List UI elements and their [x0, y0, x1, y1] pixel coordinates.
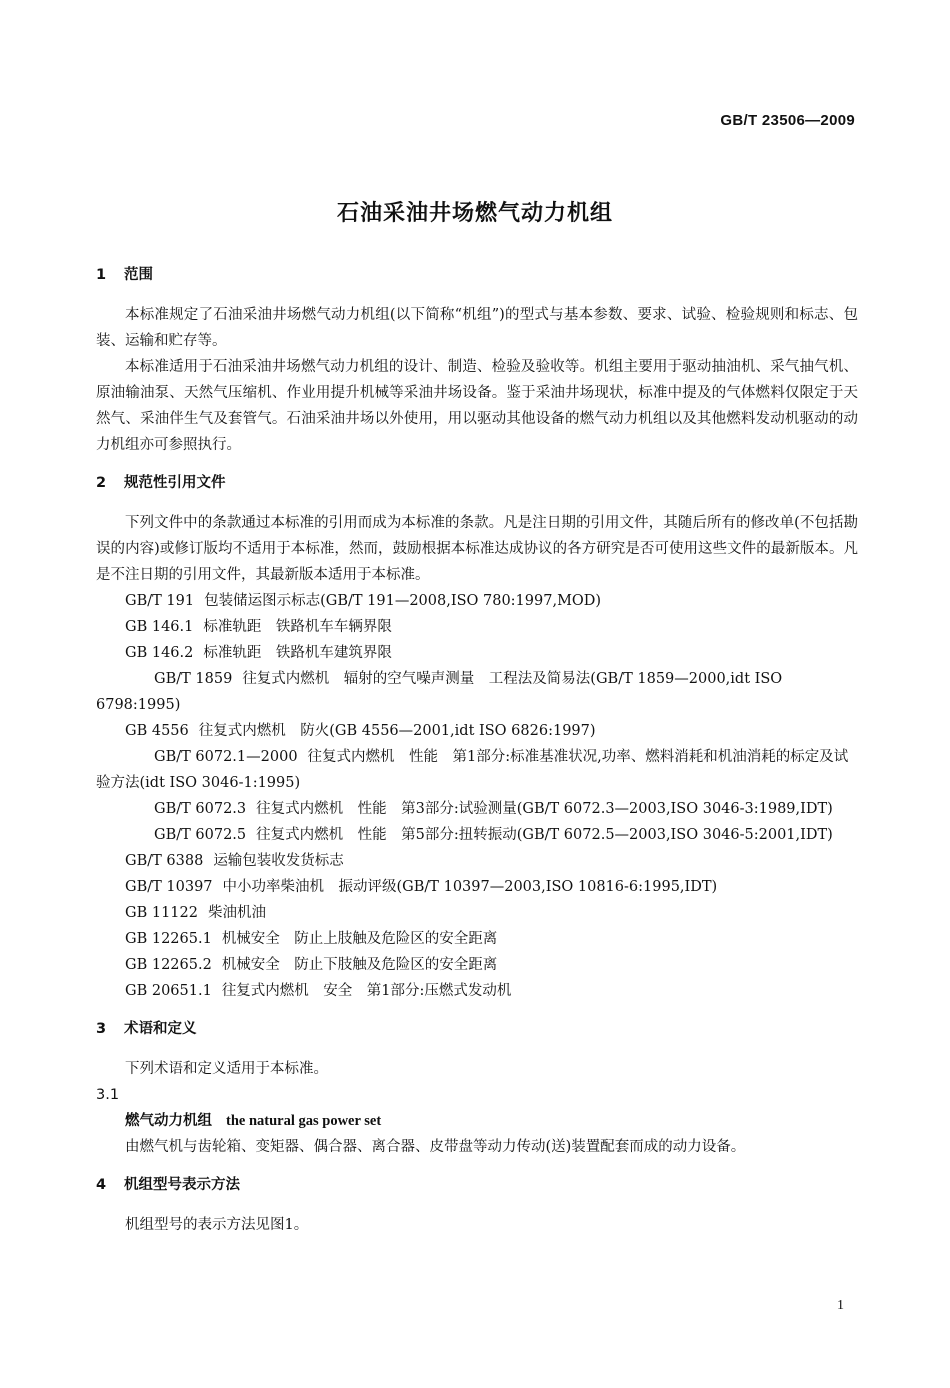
reference-code: GB 11122	[125, 905, 198, 921]
reference-code: GB 12265.2	[125, 957, 212, 973]
reference-item	[96, 666, 858, 718]
reference-item	[96, 640, 858, 666]
reference-code: GB/T 6072.1—2000	[154, 749, 298, 765]
reference-item	[96, 926, 858, 952]
term-number: 3.1	[96, 1087, 120, 1103]
reference-text: 往复式内燃机 性能 第5部分:扭转振动(GB/T 6072.5—2003,ISO 3046-5:2001,IDT)	[256, 827, 833, 843]
reference-text: 往复式内燃机 安全 第1部分:压燃式发动机	[221, 983, 512, 999]
reference-item	[96, 952, 858, 978]
section-title: 术语和定义	[124, 1021, 197, 1037]
reference-item	[96, 822, 858, 848]
scope-paragraph-1: 本标准规定了石油采油井场燃气动力机组(以下简称“机组”)的型式与基本参数、要求、试验、检验规则和标志、包装、运输和贮存等。	[96, 307, 858, 349]
reference-code: GB 4556	[125, 723, 189, 739]
term-name	[96, 1108, 858, 1134]
section-title: 机组型号表示方法	[124, 1177, 240, 1193]
reference-item	[96, 978, 858, 1004]
document-title: 石油采油井场燃气动力机组	[336, 201, 613, 226]
reference-code: GB 20651.1	[125, 983, 212, 999]
section-heading-model-designation	[96, 1172, 858, 1198]
reference-text: 包装储运图示标志(GB/T 191—2008,ISO 780:1997,MOD)	[204, 593, 602, 609]
reference-item	[96, 718, 858, 744]
section-heading-scope	[96, 262, 858, 288]
scope-paragraph-2: 本标准适用于石油采油井场燃气动力机组的设计、制造、检验及验收等。机组主要用于驱动抽油机、采气抽气机、原油输油泵、天然气压缩机、作业用提升机械等采油井场设备。鉴于采油井场现状，标准中提及的气体燃料仅限定于天然气、采油伴生气及套管气。石油采油井场以外使用，用以驱动其他设备的燃气动力机组以及其他燃料发动机驱动的动力机组亦可参照执行。	[96, 359, 858, 453]
terms-intro: 下列术语和定义适用于本标准。	[125, 1061, 328, 1077]
section-title: 范围	[124, 267, 153, 283]
section-heading-normative-references	[96, 470, 858, 496]
reference-item	[96, 744, 858, 796]
section-number: 4	[96, 1177, 107, 1193]
reference-item	[96, 900, 858, 926]
reference-text: 标准轨距 铁路机车建筑界限	[203, 645, 392, 661]
section-number: 2	[96, 475, 107, 491]
reference-code: GB 12265.1	[125, 931, 212, 947]
reference-code: GB/T 6072.3	[154, 801, 247, 817]
reference-text: 往复式内燃机 性能 第1部分:标准基准状况,功率、燃料消耗和机油消耗的标定及试验方法(idt ISO 3046-1:1995)	[96, 749, 849, 791]
reference-item	[96, 848, 858, 874]
reference-text: 往复式内燃机 性能 第3部分:试验测量(GB/T 6072.3—2003,ISO 3046-3:1989,IDT)	[256, 801, 833, 817]
references-intro: 下列文件中的条款通过本标准的引用而成为本标准的条款。凡是注日期的引用文件，其随后所有的修改单(不包括勘误的内容)或修订版均不适用于本标准，然而，鼓励根据本标准达成协议的各方研究是否可使用这些文件的最新版本。凡是不注日期的引用文件，其最新版本适用于本标准。	[96, 515, 858, 583]
reference-text: 机械安全 防止下肢触及危险区的安全距离	[221, 957, 498, 973]
section-number: 3	[96, 1021, 107, 1037]
document-body	[96, 262, 858, 1238]
reference-text: 中小功率柴油机 振动评级(GB/T 10397—2003,ISO 10816-6:1995,IDT)	[222, 879, 718, 895]
reference-code: GB/T 191	[125, 593, 195, 609]
reference-text: 柴油机油	[207, 905, 266, 921]
reference-code: GB 146.1	[125, 619, 194, 635]
section-heading-terms	[96, 1016, 858, 1042]
reference-text: 往复式内燃机 防火(GB 4556—2001,idt ISO 6826:1997)	[198, 723, 596, 739]
reference-item	[96, 874, 858, 900]
reference-text: 往复式内燃机 辐射的空气噪声测量 工程法及简易法(GB/T 1859—2000,idt ISO 6798:1995)	[96, 671, 783, 713]
reference-code: GB/T 6072.5	[154, 827, 247, 843]
reference-text: 标准轨距 铁路机车车辆界限	[203, 619, 392, 635]
section-title: 规范性引用文件	[124, 475, 226, 491]
reference-code: GB/T 10397	[125, 879, 213, 895]
reference-item	[96, 796, 858, 822]
reference-code: GB/T 6388	[125, 853, 204, 869]
reference-code: GB/T 1859	[154, 671, 233, 687]
model-designation-intro: 机组型号的表示方法见图1。	[125, 1217, 309, 1233]
reference-item	[96, 588, 858, 614]
reference-text: 运输包装收发货标志	[213, 853, 344, 869]
section-number: 1	[96, 267, 107, 283]
term-name-cn: 燃气动力机组	[125, 1113, 212, 1129]
reference-text: 机械安全 防止上肢触及危险区的安全距离	[221, 931, 498, 947]
page-number: 1	[837, 1298, 844, 1313]
reference-code: GB 146.2	[125, 645, 194, 661]
reference-item	[96, 614, 858, 640]
standard-code: GB/T 23506—2009	[720, 112, 855, 129]
term-definition: 由燃气机与齿轮箱、变矩器、偶合器、离合器、皮带盘等动力传动(送)装置配套而成的动力设备。	[125, 1139, 746, 1155]
term-name-en: the natural gas power set	[226, 1113, 382, 1129]
